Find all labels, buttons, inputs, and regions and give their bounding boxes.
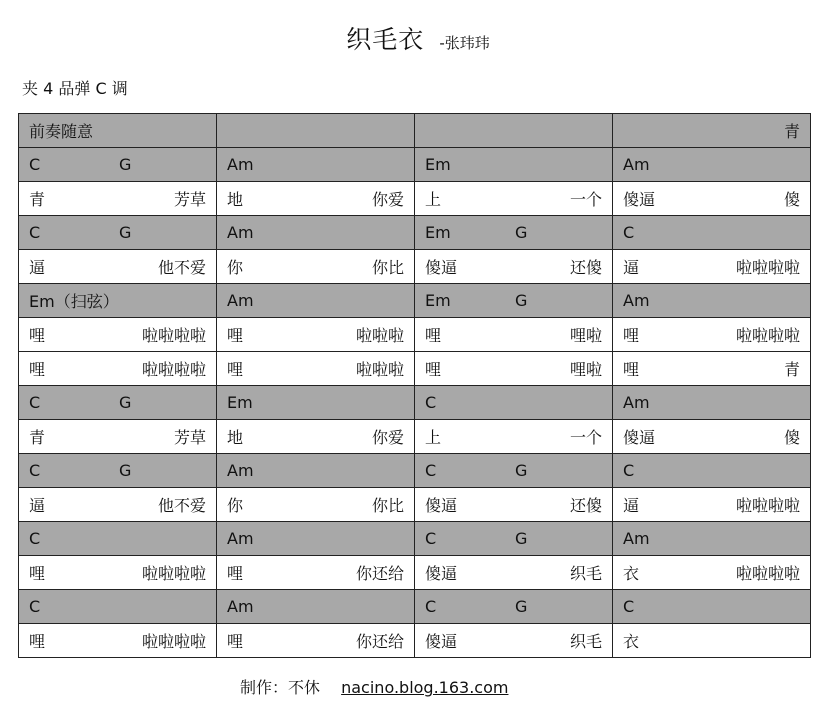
chord-cell: [19, 386, 217, 420]
chord-cell: [217, 522, 415, 556]
lyric-start: 哩: [29, 564, 46, 583]
lyric-start: 上: [425, 190, 442, 209]
cell-content: [425, 291, 602, 310]
cell-content: [425, 425, 602, 448]
chord-primary: C: [425, 529, 437, 548]
chord-primary: C: [29, 529, 41, 548]
chord-cell: [217, 284, 415, 318]
chord-primary: Am: [623, 393, 650, 412]
cell-content: [425, 561, 602, 584]
lyric-row: [19, 182, 811, 216]
lyric-cell: [613, 420, 811, 454]
lyric-end: 你还给: [355, 564, 404, 583]
cell-content: [227, 561, 404, 584]
lyric-end: 啦啦啦啦: [141, 326, 206, 345]
cell-content: [227, 255, 404, 278]
lyric-start: 哩: [29, 326, 46, 345]
chord-secondary: G: [515, 461, 528, 480]
lyric-row: [19, 318, 811, 352]
lyric-cell: [217, 420, 415, 454]
chord-primary: Em: [425, 291, 451, 310]
lyric-cell: [415, 318, 613, 352]
lyric-start: 哩: [227, 360, 244, 379]
chord-primary: C: [623, 461, 635, 480]
lyric-end: 啦啦啦啦: [735, 496, 800, 515]
chord-primary: C: [29, 155, 41, 174]
lyric-end: 你爱: [371, 428, 404, 447]
lyric-start: 你: [227, 258, 244, 277]
cell-content: [29, 597, 206, 616]
cell-content: [227, 323, 404, 346]
lyric-cell: [613, 556, 811, 590]
lyric-end: 啦啦啦啦: [141, 564, 206, 583]
chord-primary: Em（扫弦）: [29, 292, 119, 311]
chord-cell: [415, 216, 613, 250]
chord-cell: [415, 386, 613, 420]
chord-cell: [613, 284, 811, 318]
cell-content: [425, 155, 602, 174]
lyric-cell: [19, 318, 217, 352]
lyric-start: 青: [29, 428, 46, 447]
lyric-cell: [415, 488, 613, 522]
lyric-start: 你: [227, 496, 244, 515]
chord-primary: Am: [227, 461, 254, 480]
lyric-cell: [217, 488, 415, 522]
lyric-end: 哩啦: [569, 360, 602, 379]
chord-primary: C: [29, 461, 41, 480]
lyric-cell: [415, 624, 613, 658]
cell-content: [623, 255, 800, 278]
chord-primary: C: [623, 223, 635, 242]
cell-content: [425, 461, 602, 480]
cell-content: [29, 357, 206, 380]
lyric-start: 傻逼: [623, 428, 656, 447]
chord-cell: [613, 590, 811, 624]
chord-secondary: G: [119, 223, 132, 242]
cell-content: [227, 597, 404, 616]
footer: [240, 675, 508, 698]
cell-content: [425, 255, 602, 278]
chord-primary: C: [425, 393, 437, 412]
chord-cell: [19, 454, 217, 488]
cell-content: [227, 529, 404, 548]
lyric-end: 你比: [371, 258, 404, 277]
lyric-cell: [613, 352, 811, 386]
chord-cell: [19, 148, 217, 182]
lyric-cell: [415, 420, 613, 454]
lyric-row: [19, 624, 811, 658]
chord-row: [19, 522, 811, 556]
lyric-cell: [19, 556, 217, 590]
lyric-start: 逼: [623, 258, 640, 277]
lyric-start: 哩: [425, 326, 442, 345]
chord-primary: C: [623, 597, 635, 616]
lyric-end: 芳草: [173, 190, 206, 209]
lyric-start: 逼: [29, 258, 46, 277]
lyric-cell: [415, 556, 613, 590]
lyric-cell: [217, 624, 415, 658]
cell-content: [29, 289, 206, 312]
lyric-start: 傻逼: [425, 496, 458, 515]
chord-secondary: 青: [783, 122, 800, 141]
chord-primary: C: [29, 223, 41, 242]
cell-content: [29, 187, 206, 210]
lyric-start: 傻逼: [623, 190, 656, 209]
lyric-end: 织毛: [569, 632, 602, 651]
chord-cell: [415, 284, 613, 318]
chord-cell: [613, 114, 811, 148]
cell-content: [29, 561, 206, 584]
cell-content: [29, 629, 206, 652]
chord-cell: [19, 522, 217, 556]
cell-content: [623, 529, 800, 548]
cell-content: [227, 187, 404, 210]
lyric-start: 傻逼: [425, 564, 458, 583]
lyric-end: 啦啦啦: [355, 326, 404, 345]
lyric-end: 织毛: [569, 564, 602, 583]
capo-note: 夹 4 品弹 C 调: [22, 79, 128, 98]
cell-content: [425, 493, 602, 516]
chord-secondary: G: [515, 223, 528, 242]
chord-secondary: G: [119, 155, 132, 174]
chord-primary: Am: [227, 155, 254, 174]
chord-primary: C: [29, 393, 41, 412]
lyric-start: 逼: [29, 496, 46, 515]
lyric-end: 他不爱: [157, 496, 206, 515]
chord-row: [19, 284, 811, 318]
chord-cell: [19, 284, 217, 318]
chord-cell: [217, 114, 415, 148]
lyric-start: 哩: [29, 360, 46, 379]
lyric-cell: [19, 624, 217, 658]
lyric-row: [19, 556, 811, 590]
chord-cell: [217, 454, 415, 488]
lyric-end: 啦啦啦: [355, 360, 404, 379]
lyric-start: 哩: [227, 632, 244, 651]
song-title: 织毛衣: [346, 25, 425, 54]
chord-primary: C: [29, 597, 41, 616]
lyric-cell: [217, 250, 415, 284]
chord-primary: Am: [623, 291, 650, 310]
cell-content: [425, 629, 602, 652]
lyric-cell: [217, 318, 415, 352]
chord-secondary: G: [119, 461, 132, 480]
cell-content: [29, 393, 206, 412]
lyric-end: 青: [783, 360, 800, 379]
chord-cell: [613, 522, 811, 556]
chord-primary: Am: [623, 155, 650, 174]
lyric-end: 哩啦: [569, 326, 602, 345]
chord-primary: C: [425, 597, 437, 616]
lyric-cell: [613, 182, 811, 216]
chord-row: [19, 114, 811, 148]
lyric-start: 衣: [623, 564, 640, 583]
chord-cell: [217, 216, 415, 250]
cell-content: [425, 529, 602, 548]
chord-primary: Em: [425, 223, 451, 242]
lyric-end: 他不爱: [157, 258, 206, 277]
lyric-end: 傻: [783, 428, 800, 447]
lyric-start: 哩: [623, 360, 640, 379]
cell-content: [227, 223, 404, 242]
lyric-start: 逼: [623, 496, 640, 515]
chord-cell: [415, 454, 613, 488]
cell-content: [425, 187, 602, 210]
lyric-start: 傻逼: [425, 632, 458, 651]
chord-row: [19, 590, 811, 624]
chord-row: [19, 454, 811, 488]
cell-content: [227, 357, 404, 380]
cell-content: [29, 529, 206, 548]
lyric-end: 一个: [569, 428, 602, 447]
chord-primary: Am: [623, 529, 650, 548]
cell-content: [425, 323, 602, 346]
cell-content: [623, 461, 800, 480]
blog-link[interactable]: nacino.blog.163.com: [341, 678, 509, 697]
lyric-end: 啦啦啦啦: [735, 564, 800, 583]
cell-content: [623, 493, 800, 516]
chord-cell: [19, 114, 217, 148]
cell-content: [623, 597, 800, 616]
cell-content: [425, 393, 602, 412]
cell-content: [29, 493, 206, 516]
lyric-cell: [613, 624, 811, 658]
cell-content: [227, 461, 404, 480]
cell-content: [623, 357, 800, 380]
credit-text: 制作：不休: [240, 678, 321, 697]
cell-content: [227, 629, 404, 652]
chord-row: [19, 386, 811, 420]
cell-content: [29, 255, 206, 278]
cell-content: [623, 291, 800, 310]
lyric-start: 哩: [227, 326, 244, 345]
lyric-start: 哩: [623, 326, 640, 345]
cell-content: [227, 493, 404, 516]
chord-cell: [613, 216, 811, 250]
cell-content: [623, 155, 800, 174]
lyric-end: 芳草: [173, 428, 206, 447]
chord-cell: [415, 590, 613, 624]
lyric-end: 啦啦啦啦: [735, 258, 800, 277]
cell-content: [227, 393, 404, 412]
chord-secondary: G: [515, 597, 528, 616]
cell-content: [227, 291, 404, 310]
lyric-start: 哩: [29, 632, 46, 651]
lyric-row: [19, 250, 811, 284]
lyric-cell: [19, 420, 217, 454]
chord-sheet-table: [18, 113, 811, 658]
chord-primary: Am: [227, 529, 254, 548]
lyric-end: 还傻: [569, 258, 602, 277]
chord-cell: [415, 148, 613, 182]
cell-content: [227, 425, 404, 448]
cell-content: [29, 119, 206, 142]
lyric-start: 青: [29, 190, 46, 209]
chord-primary: Am: [227, 223, 254, 242]
cell-content: [227, 155, 404, 174]
chord-cell: [415, 114, 613, 148]
lyric-start: 上: [425, 428, 442, 447]
cell-content: [623, 323, 800, 346]
lyric-end: 傻: [783, 190, 800, 209]
chord-primary: Em: [227, 393, 253, 412]
lyric-start: 地: [227, 190, 244, 209]
lyric-cell: [217, 352, 415, 386]
chord-row: [19, 216, 811, 250]
chord-cell: [415, 522, 613, 556]
lyric-cell: [613, 250, 811, 284]
lyric-cell: [415, 182, 613, 216]
artist-name: -张玮玮: [439, 34, 490, 52]
lyric-cell: [217, 556, 415, 590]
chord-primary: Em: [425, 155, 451, 174]
cell-content: [623, 393, 800, 412]
chord-cell: [19, 590, 217, 624]
lyric-row: [19, 420, 811, 454]
cell-content: [623, 119, 800, 142]
lyric-end: 啦啦啦啦: [141, 360, 206, 379]
cell-content: [623, 187, 800, 210]
lyric-cell: [613, 488, 811, 522]
lyric-cell: [19, 488, 217, 522]
lyric-row: [19, 352, 811, 386]
chord-primary: C: [425, 461, 437, 480]
chord-secondary: G: [515, 529, 528, 548]
chord-secondary: G: [515, 291, 528, 310]
lyric-start: 哩: [227, 564, 244, 583]
cell-content: [623, 425, 800, 448]
lyric-cell: [415, 250, 613, 284]
lyric-start: 傻逼: [425, 258, 458, 277]
cell-content: [623, 223, 800, 242]
lyric-start: 地: [227, 428, 244, 447]
chord-secondary: G: [119, 393, 132, 412]
lyric-end: 你爱: [371, 190, 404, 209]
chord-cell: [217, 386, 415, 420]
chord-row: [19, 148, 811, 182]
lyric-start: 衣: [623, 632, 640, 651]
lyric-row: [19, 488, 811, 522]
cell-content: [623, 561, 800, 584]
chord-primary: 前奏随意: [29, 122, 94, 141]
chord-primary: Am: [227, 597, 254, 616]
lyric-cell: [415, 352, 613, 386]
lyric-cell: [19, 250, 217, 284]
lyric-end: 啦啦啦啦: [735, 326, 800, 345]
cell-content: [29, 223, 206, 242]
lyric-end: 你比: [371, 496, 404, 515]
lyric-cell: [217, 182, 415, 216]
title-block: [0, 20, 836, 56]
cell-content: [29, 461, 206, 480]
chord-primary: Am: [227, 291, 254, 310]
chord-cell: [613, 386, 811, 420]
cell-content: [425, 357, 602, 380]
cell-content: [623, 629, 800, 652]
lyric-cell: [19, 182, 217, 216]
chord-cell: [613, 454, 811, 488]
lyric-cell: [613, 318, 811, 352]
chord-cell: [217, 590, 415, 624]
chord-cell: [217, 148, 415, 182]
cell-content: [29, 155, 206, 174]
lyric-cell: [19, 352, 217, 386]
lyric-end: 一个: [569, 190, 602, 209]
cell-content: [29, 323, 206, 346]
lyric-end: 你还给: [355, 632, 404, 651]
cell-content: [425, 223, 602, 242]
lyric-end: 还傻: [569, 496, 602, 515]
lyric-start: 哩: [425, 360, 442, 379]
lyric-end: 啦啦啦啦: [141, 632, 206, 651]
cell-content: [425, 597, 602, 616]
cell-content: [29, 425, 206, 448]
chord-cell: [19, 216, 217, 250]
chord-cell: [613, 148, 811, 182]
